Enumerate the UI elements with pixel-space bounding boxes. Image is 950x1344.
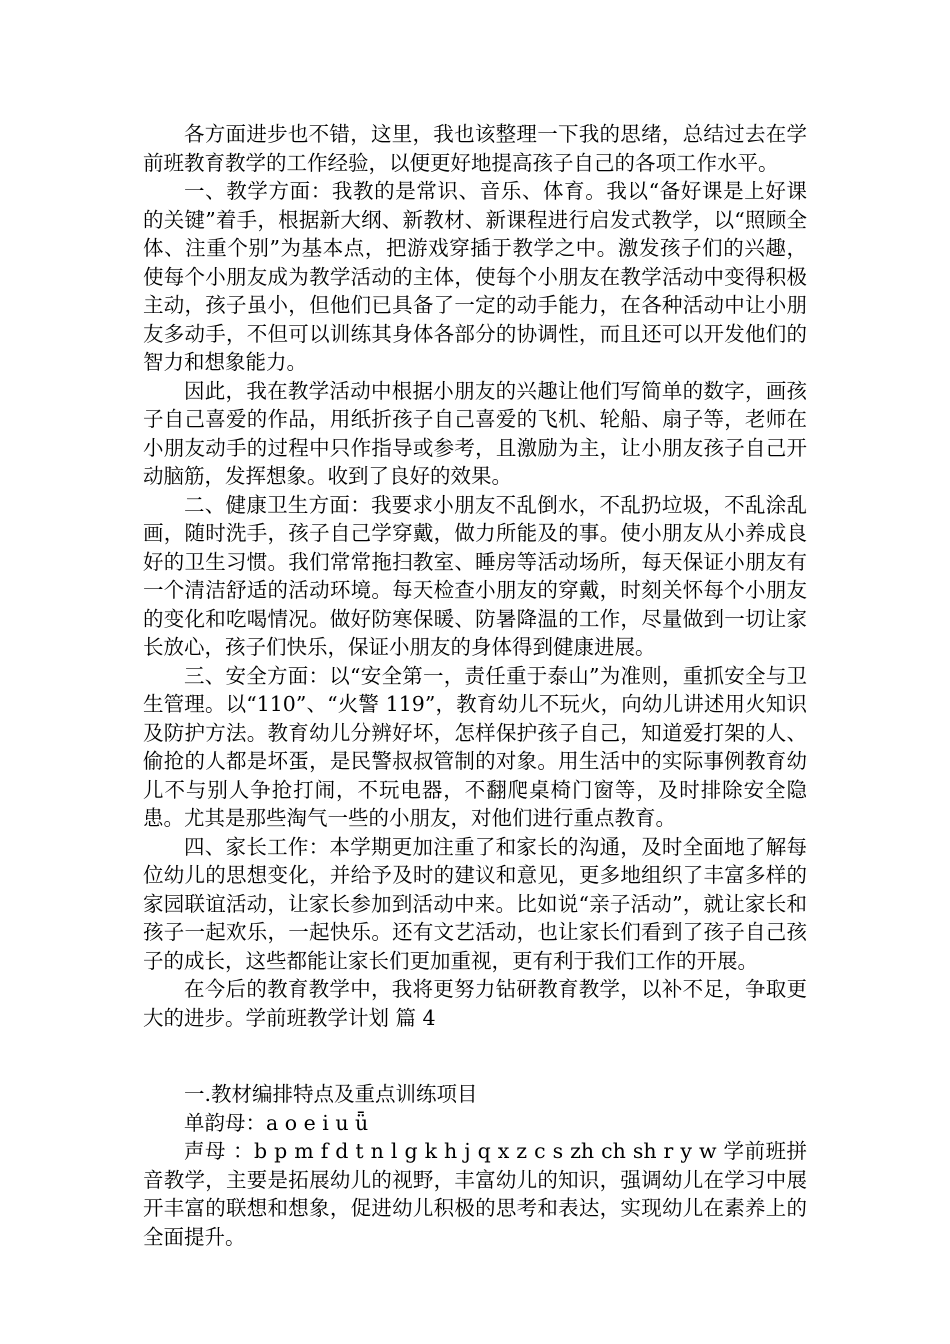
paragraph-intro: 各方面进步也不错，这里，我也该整理一下我的思绪，总结过去在学前班教育教学的工作经验，以便更好地提高孩子自己的各项工作水平。 [143, 122, 807, 175]
section-spacer [143, 1032, 807, 1080]
document-body [143, 120, 807, 1251]
paragraph-future: 在今后的教育教学中，我将更努力钻研教育教学，以补不足，争取更大的进步。学前班教学计划 篇 4 [143, 977, 807, 1030]
vowels-line: 单韵母：a o e i u ǖ [184, 1110, 369, 1135]
paragraph-parents: 四、家长工作：本学期更加注重了和家长的沟通，及时全面地了解每位幼儿的思想变化，并给予及时的建议和意见，更多地组织了丰富多样的家园联谊活动，让家长参加到活动中来。比如说“亲子活动”，就让家长和孩子一起欢乐，一起快乐。还有文艺活动，也让家长们看到了孩子自己孩子的成长，这些都能让家长们更加重视，更有利于我们工作的开展。 [143, 834, 807, 973]
section-heading: 一.教材编排特点及重点训练项目 [184, 1082, 478, 1106]
paragraph-safety: 三、安全方面：以“安全第一，责任重于泰山”为准则，重抓安全与卫生管理。以“110”、“火警 119”，教育幼儿不玩火，向幼儿讲述用火知识及防护方法。教育幼儿分辨好坏，怎样保护孩子自己，知道爱打架的人、偷抢的人都是坏蛋，是民警叔叔管制的对象。用生活中的实际事例教育幼儿不与别人争抢打闹，不玩电器，不翻爬桌椅门窗等，及时排除安全隐患。尤其是那些淘气一些的小朋友，对他们进行重点教育。 [143, 663, 807, 830]
paragraph-therefore: 因此，我在教学活动中根据小朋友的兴趣让他们写简单的数字，画孩子自己喜爱的作品，用纸折孩子自己喜爱的飞机、轮船、扇子等，老师在小朋友动手的过程中只作指导或参考，且激励为主，让小朋友孩子自己开动脑筋，发挥想象。收到了良好的效果。 [143, 378, 807, 488]
initials-paragraph: 声母 ：b p m f d t n l g k h j q x z c s zh ch sh r y w 学前班拼音教学，主要是拓展幼儿的视野，丰富幼儿的知识，强调幼儿在学习中展开丰富的联想和想象，促进幼儿积极的思考和表达，实现幼儿在素养上的全面提升。 [143, 1139, 807, 1249]
paragraph-health: 二、健康卫生方面：我要求小朋友不乱倒水，不乱扔垃圾，不乱涂乱画，随时洗手，孩子自己学穿戴，做力所能及的事。使小朋友从小养成良好的卫生习惯。我们常常拖扫教室、睡房等活动场所，每天保证小朋友有一个清洁舒适的活动环境。每天检查小朋友的穿戴，时刻关怀每个小朋友的变化和吃喝情况。做好防寒保暖、防暑降温的工作，尽量做到一切让家长放心，孩子们快乐，保证小朋友的身体得到健康进展。 [143, 492, 807, 659]
paragraph-teaching: 一、教学方面：我教的是常识、音乐、体育。我以“备好课是上好课的关键”着手，根据新大纲、新教材、新课程进行启发式教学，以“照顾全体、注重个别”为基本点，把游戏穿插于教学之中。激发孩子们的兴趣，使每个小朋友成为教学活动的主体，使每个小朋友在教学活动中变得积极主动，孩子虽小，但他们已具备了一定的动手能力，在各种活动中让小朋友多动手，不但可以训练其身体各部分的协调性，而且还可以开发他们的智力和想象能力。 [143, 179, 807, 374]
